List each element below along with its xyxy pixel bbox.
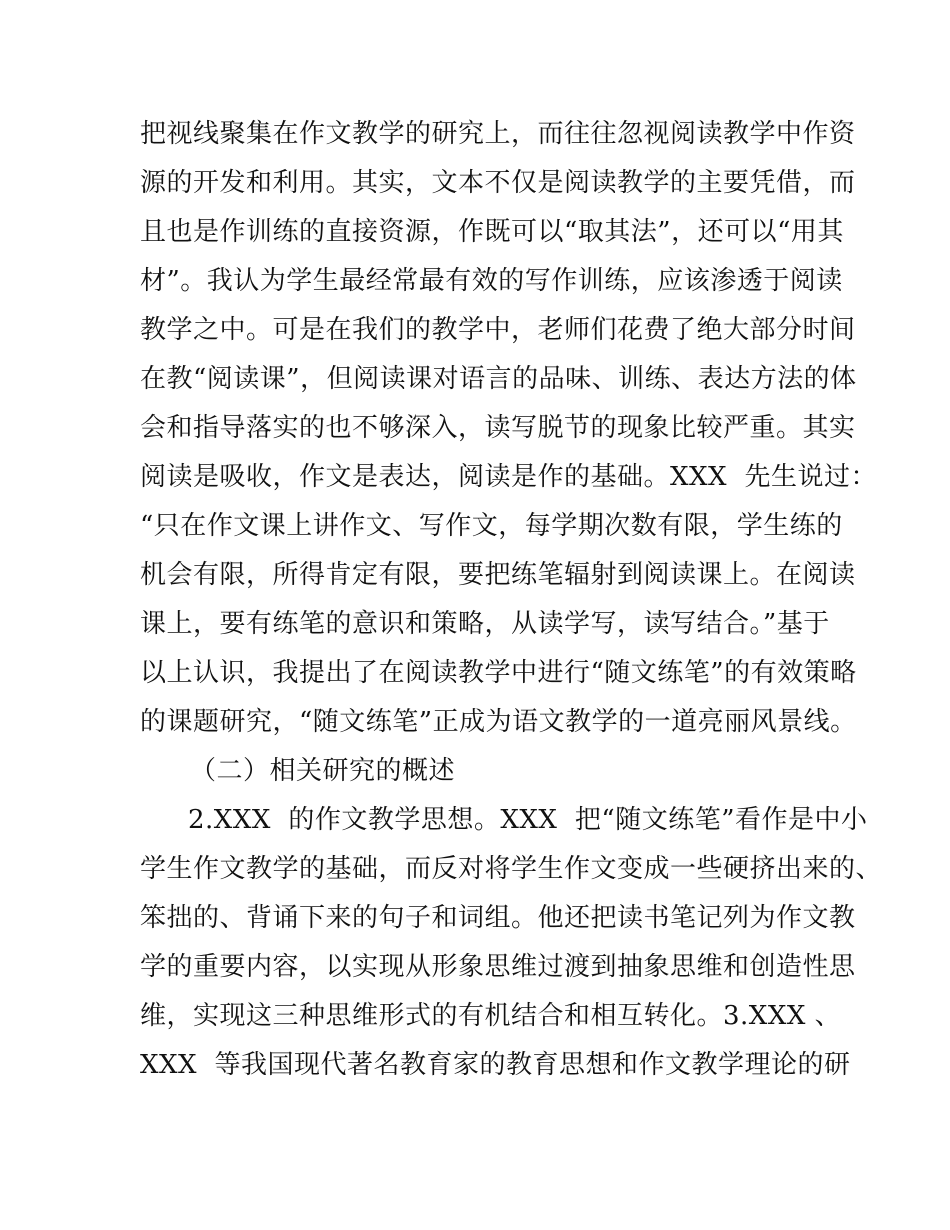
document-body: [140, 110, 883, 1090]
body-text-line: 笨拙的、背诵下来的句子和词组。他还把读书笔记列为作文教: [140, 903, 856, 933]
body-text-line: 课上，要有练笔的意识和策略，从读学写，读写结合。”基于: [140, 609, 830, 639]
body-text-line: 教学之中。可是在我们的教学中，老师们花费了绝大部分时间: [140, 315, 856, 345]
section-heading: （二）相关研究的概述: [190, 756, 456, 786]
body-text-line: 学生作文教学的基础，而反对将学生作文变成一些硬挤出来的、: [140, 854, 883, 884]
body-text-line: 材”。我认为学生最经常最有效的写作训练，应该渗透于阅读: [140, 266, 843, 296]
body-text-line: XXX 等我国现代著名教育家的教育思想和作文教学理论的研: [140, 1050, 851, 1080]
body-text-line: 维，实现这三种思维形式的有机结合和相互转化。3.XXX 、: [140, 1001, 842, 1031]
body-text-line: “只在作文课上讲作文、写作文，每学期次数有限，学生练的: [140, 511, 843, 541]
body-text-line: 的课题研究，“随文练笔”正成为语文教学的一道亮丽风景线。: [140, 707, 857, 737]
body-text-line: 在教“阅读课”，但阅读课对语言的品味、训练、表达方法的体: [140, 364, 857, 394]
body-text-line: 且也是作训练的直接资源，作既可以“取其法”，还可以“用其: [140, 217, 844, 247]
body-text-line: 以上认识，我提出了在阅读教学中进行“随文练笔”的有效策略: [140, 658, 857, 688]
body-text-line: 会和指导落实的也不够深入，读写脱节的现象比较严重。其实: [140, 413, 856, 443]
body-text-line: 源的开发和利用。其实，文本不仅是阅读教学的主要凭借，而: [140, 168, 856, 198]
body-text-line: 机会有限，所得肯定有限，要把练笔辐射到阅读课上。在阅读: [140, 560, 856, 590]
body-text-line: 把视线聚集在作文教学的研究上，而往往忽视阅读教学中作资: [140, 119, 856, 149]
body-text-line: 阅读是吸收，作文是表达，阅读是作的基础。XXX 先生说过：: [140, 462, 878, 492]
body-text-line: 2.XXX 的作文教学思想。XXX 把“随文练笔”看作是中小: [188, 805, 868, 835]
body-text-line: 学的重要内容，以实现从形象思维过渡到抽象思维和创造性思: [140, 952, 856, 982]
